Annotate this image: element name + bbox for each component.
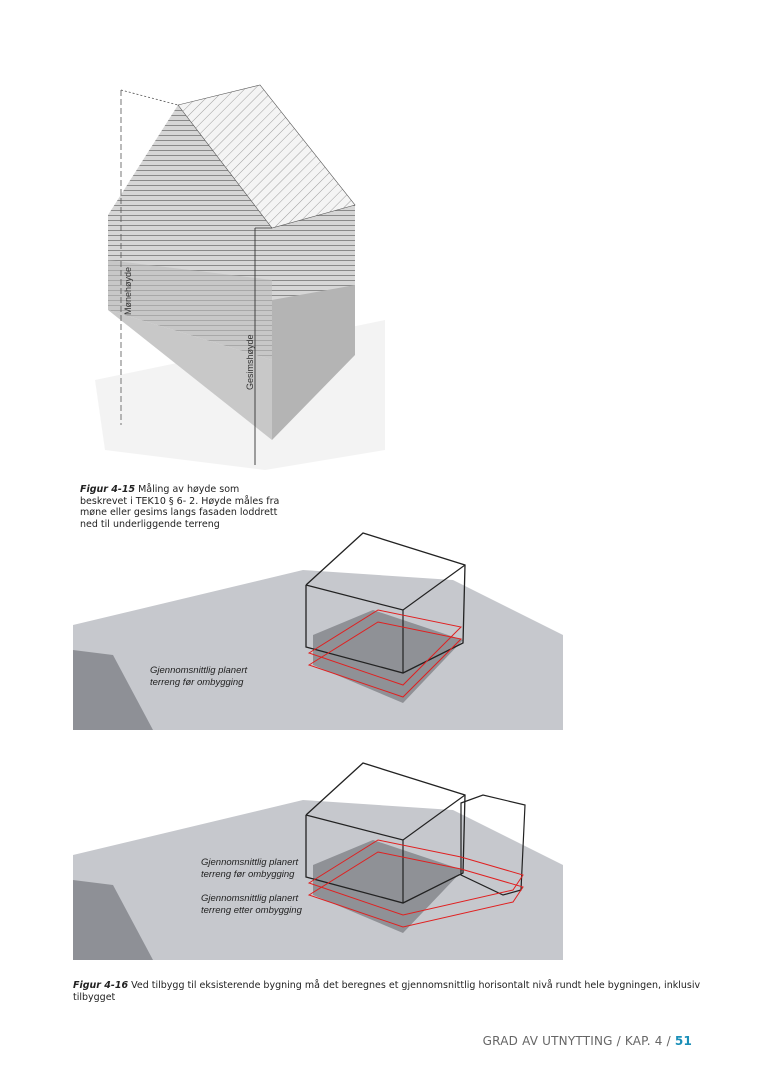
terrain-before-label-line1: Gjennomsnittlig planert <box>201 857 299 868</box>
ridge-height-label: Mønehøyde <box>123 266 133 315</box>
figure-4-15-house-height-drawing <box>95 80 385 470</box>
terrain-after-label-line2: terreng etter ombygging <box>201 905 302 916</box>
figure-terrain-before-drawing <box>73 525 563 730</box>
figure-terrain-extension-drawing <box>73 755 563 960</box>
terrain-before-label-line2: terreng før ombygging <box>150 677 244 688</box>
page-footer <box>483 1034 692 1048</box>
eaves-height-label: Gesimshøyde <box>245 334 255 390</box>
footer-section: GRAD AV UTNYTTING / KAP. 4 / <box>482 1034 675 1048</box>
terrain-after-label-line1: Gjennomsnittlig planert <box>201 893 299 904</box>
terrain-before-label-line1: Gjennomsnittlig planert <box>150 665 248 676</box>
figure-4-16-caption: Figur 4-16 Ved tilbygg til eksisterende bygning må det beregnes et gjennomsnittlig horisontalt nivå rundt hele bygningen, inklusiv tilbygget <box>73 980 701 1003</box>
page-number: 51 <box>674 1034 692 1048</box>
terrain-before-label-line2: terreng før ombygging <box>201 869 295 880</box>
figure-4-15-caption: Figur 4-15 Måling av høyde som beskrevet i TEK10 § 6- 2. Høyde måles fra møne eller gesims langs fasaden loddrett ned til underliggende terreng <box>80 484 280 530</box>
